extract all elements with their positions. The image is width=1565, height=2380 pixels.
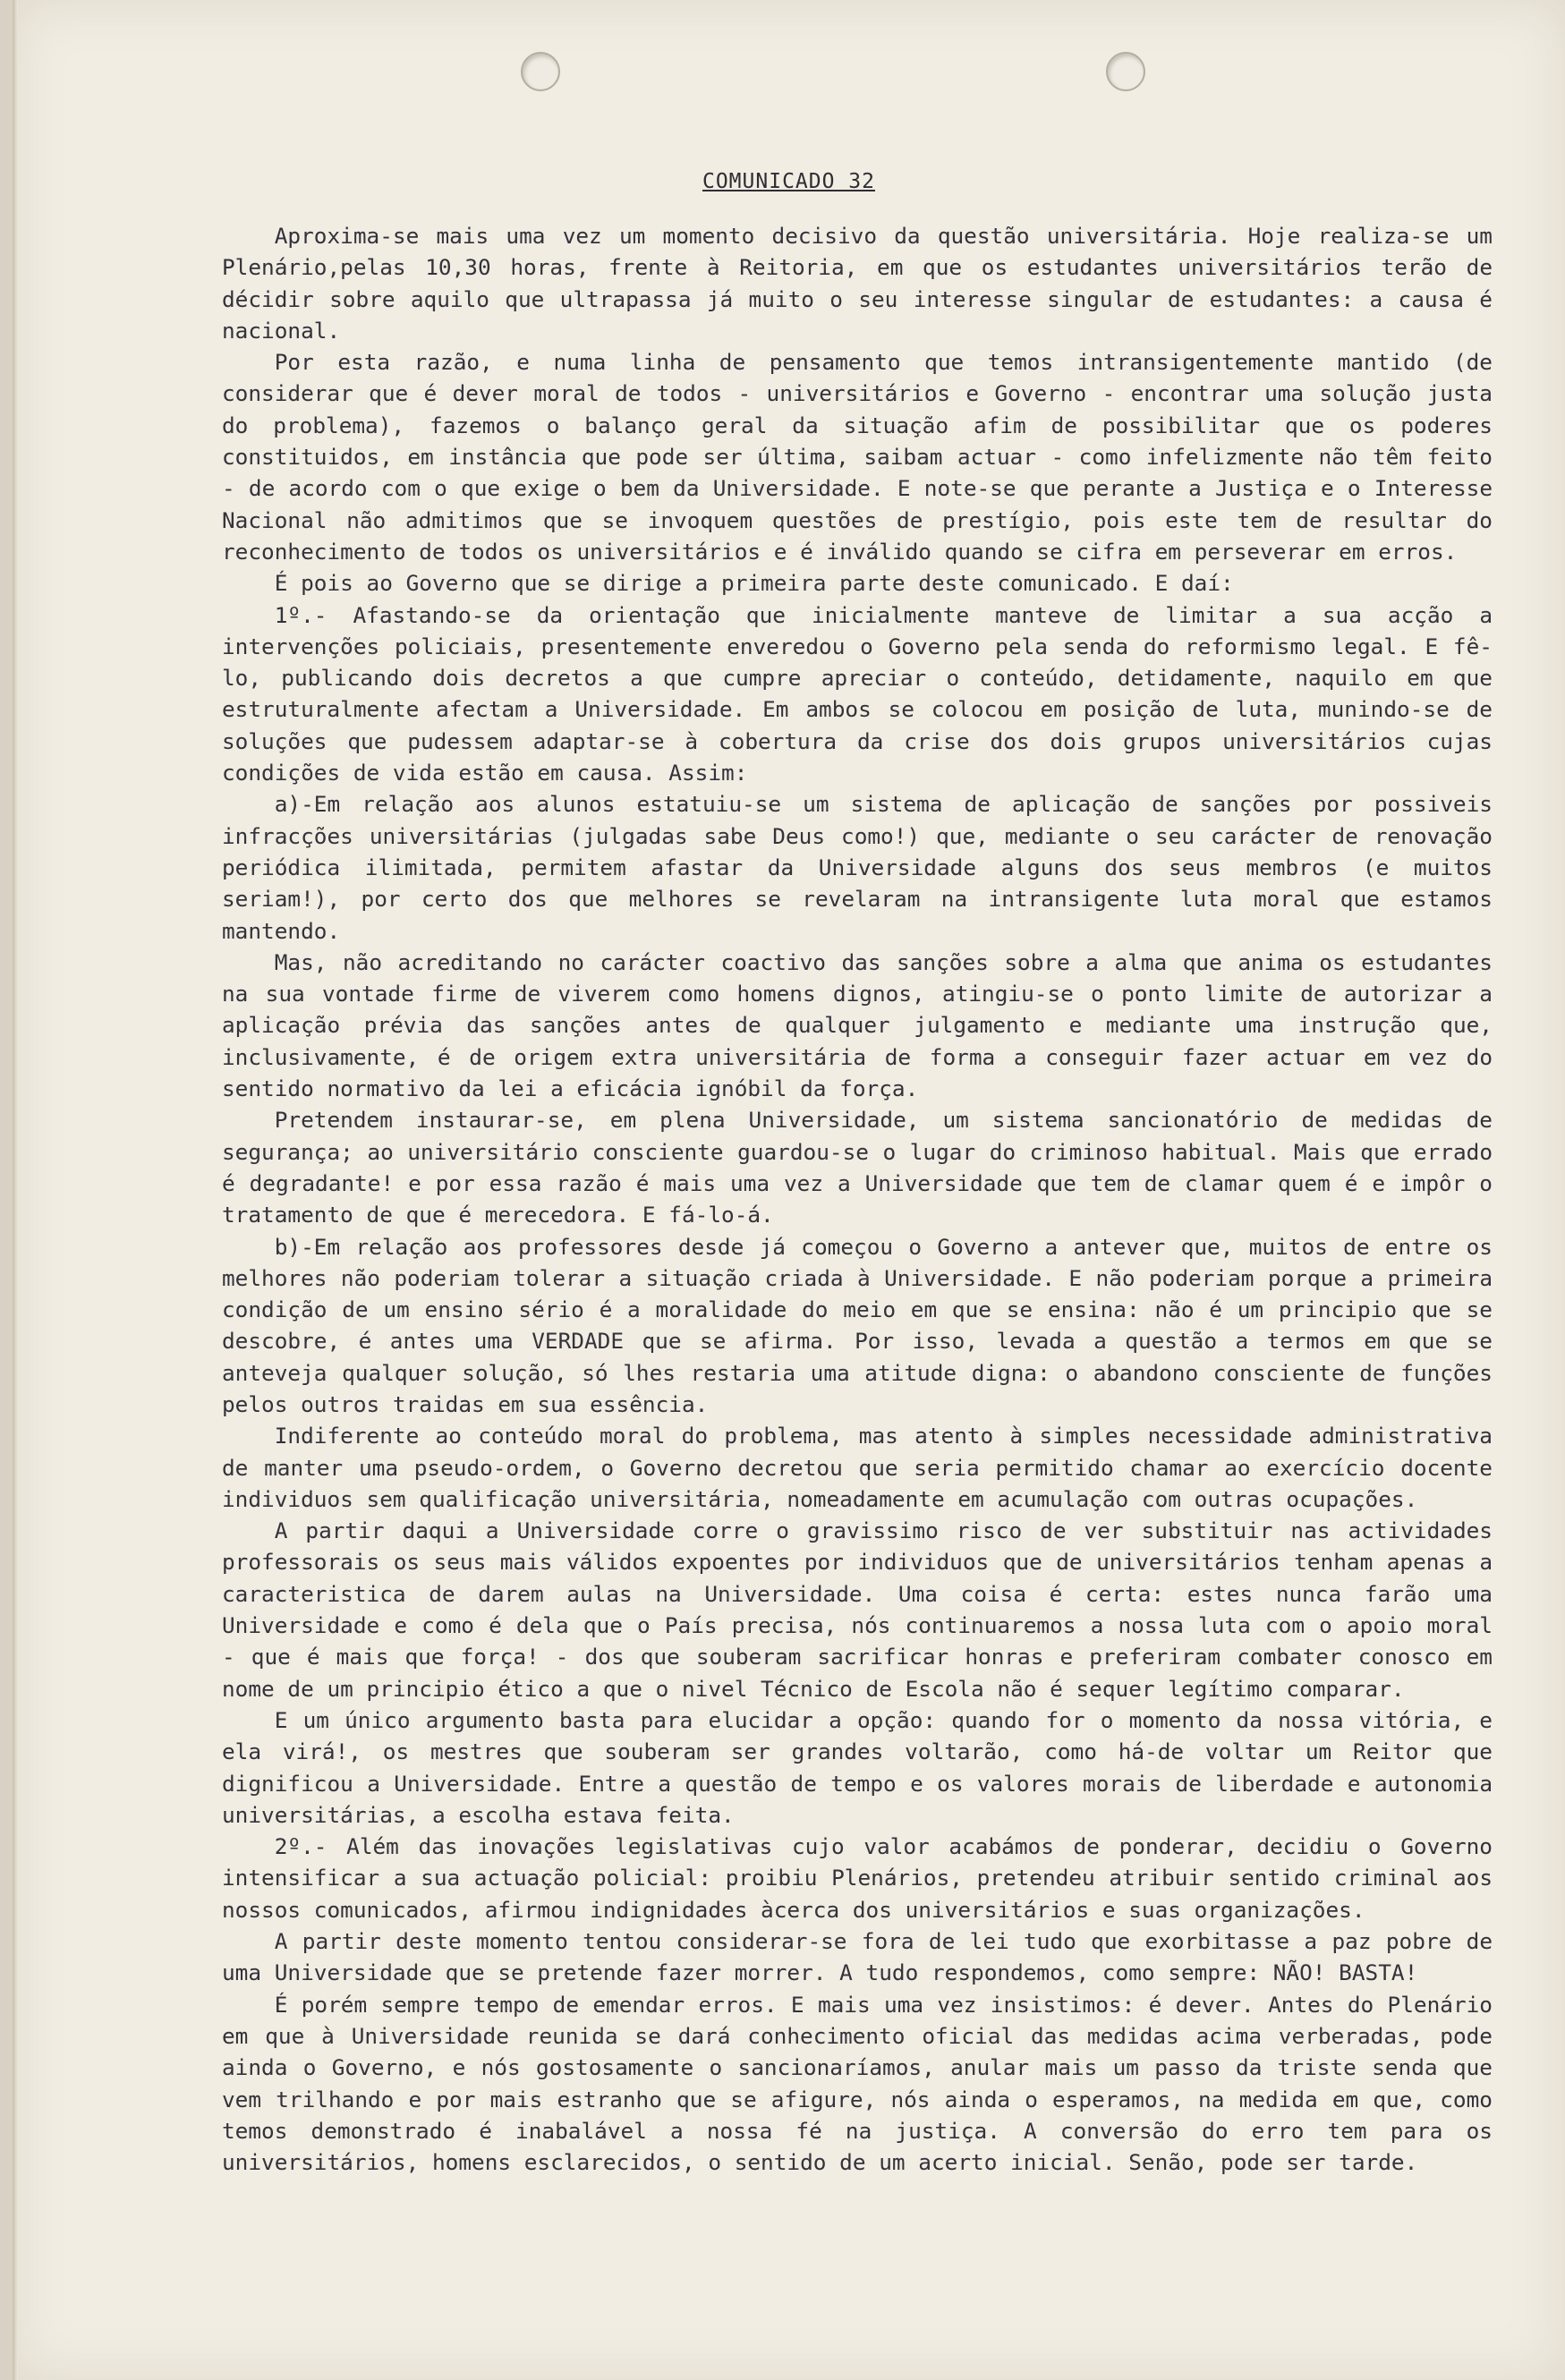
paragraph: E um único argumento basta para elucidar a opção: quando for o momento da nossa vitória, e ela virá!, os mestres que souberam ser grandes voltarão, como há-de voltar um Reitor que dignificou a Universidade. Entre a questão de tempo e os valores morais de liberdade e autonomia universitárias, a escolha estava feita. — [222, 1706, 1493, 1828]
paragraph: Por esta razão, e numa linha de pensamento que temos intransigentemente mantido (de considerar que é dever moral de todos - universitários e Governo - encontrar uma solução justa do problema), fazemos o balanço geral da situação afim de possibilitar que os poderes constituidos, em instância que pode ser última, saibam actuar - como infelizmente não têm feito - de acordo com o que exige o bem da Universidade. E note-se que perante a Justiça e o Interesse Nacional não admitimos que se invoquem questões de prestígio, pois este tem de resultar do reconhecimento de todos os universitários e é inválido quando se cifra em perseverar em erros. — [222, 349, 1493, 565]
paragraph: Mas, não acreditando no carácter coactivo das sanções sobre a alma que anima os estudantes na sua vontade firme de viverem como homens dignos, atingiu-se o ponto limite de autorizar a aplicação prévia das sanções antes de qualquer julgamento e mediante uma instrução que, inclusivamente, é de origem extra universitária de forma a conseguir fazer actuar em vez do sentido normativo da lei a eficácia ignóbil da força. — [222, 948, 1493, 1102]
punch-hole-left — [521, 52, 560, 91]
punch-hole-right — [1106, 52, 1145, 91]
paragraph: É pois ao Governo que se dirige a primeira parte deste comunicado. E daí: — [274, 570, 1234, 597]
paragraph: É porém sempre tempo de emendar erros. E mais uma vez insistimos: é dever. Antes do Plenário em que à Universidade reunida se dará conhecimento oficial das medidas acima verberadas, pode ainda o Governo, e nós gostosamente o sancionaríamos, anular mais um passo da triste senda que vem trilhando e por mais estranho que se afigure, nós ainda o esperamos, na medida em que, como temos demonstrado é inabalável a nossa fé na justiça. A conversão do erro tem para os universitários, homens esclarecidos, o sentido de um acerto inicial. Senão, pode ser tarde. — [222, 1991, 1493, 2176]
paragraph: A partir daqui a Universidade corre o gravissimo risco de ver substituir nas actividades professorais os seus mais válidos expoentes por individuos que de universitários tenham apenas a caracteristica de darem aulas na Universidade. Uma coisa é certa: estes nunca farão uma Universidade e como é dela que o País precisa, nós continuaremos a nossa luta com o apoio moral - que é mais que força! - dos que souberam sacrificar honras e preferiram combater conosco em nome de um principio ético a que o nivel Técnico de Escola não é sequer legítimo comparar. — [222, 1517, 1493, 1702]
paragraph: Indiferente ao conteúdo moral do problema, mas atento à simples necessidade administrativa de manter uma pseudo-ordem, o Governo decretou que seria permitido chamar ao exercício docente individuos sem qualificação universitária, nomeadamente em acumulação com outras ocupações. — [222, 1423, 1493, 1512]
paragraph: a)-Em relação aos alunos estatuiu-se um sistema de aplicação de sanções por possiveis infracções universitárias (julgadas sabe Deus como!) que, mediante o seu carácter de renovação periódica ilimitada, permitem afastar da Universidade alguns dos seus membros (e muitos seriam!), por certo dos que melhores se revelaram na intransigente luta moral que estamos mantendo. — [222, 791, 1493, 944]
document-body — [222, 220, 1493, 2178]
paragraph: b)-Em relação aos professores desde já começou o Governo a antever que, muitos de entre os melhores não poderiam tolerar a situação criada à Universidade. E não poderiam porque a primeira condição de um ensino sério é a moralidade do meio em que se ensina: não é um principio que se descobre, é antes uma VERDADE que se afirma. Por isso, levada a questão a termos em que se anteveja qualquer solução, só lhes restaria uma atitude digna: o abandono consciente de funções pelos outros traidas em sua essência. — [222, 1233, 1493, 1417]
paragraph: 2º.- Além das inovações legislativas cujo valor acabámos de ponderar, decidiu o Governo intensificar a sua actuação policial: proibiu Plenários, pretendeu atribuir sentido criminal aos nossos comunicados, afirmou indignidades àcerca dos universitários e suas organizações. — [222, 1833, 1493, 1923]
document-title: COMUNICADO 32 — [702, 170, 875, 193]
paragraph: Pretendem instaurar-se, em plena Universidade, um sistema sancionatório de medidas de segurança; ao universitário consciente guardou-se o lugar do criminoso habitual. Mais que errado é degradante! e por essa razão é mais uma vez a Universidade que tem de clamar quem é e impôr o tratamento de que é merecedora. E fá-lo-á. — [222, 1107, 1493, 1228]
paragraph: Aproxima-se mais uma vez um momento decisivo da questão universitária. Hoje realiza-se um Plenário,pelas 10,30 horas, frente à Reitoria, em que os estudantes universitários terão de décidir sobre aquilo que ultrapassa já muito o seu interesse singular de estudantes: a causa é nacional. — [222, 223, 1493, 344]
paragraph: A partir deste momento tentou considerar-se fora de lei tudo que exorbitasse a paz pobre de uma Universidade que se pretende fazer morrer. A tudo respondemos, como sempre: NÃO! BASTA! — [222, 1928, 1493, 1986]
document-page — [13, 0, 1565, 2380]
paragraph: 1º.- Afastando-se da orientação que inicialmente manteve de limitar a sua acção a intervenções policiais, presentemente enveredou o Governo pela senda do reformismo legal. E fê-lo, publicando dois decretos a que cumpre apreciar o conteúdo, detidamente, naquilo em que estruturalmente afectam a Universidade. Em ambos se colocou em posição de luta, munindo-se de soluções que pudessem adaptar-se à cobertura da crise dos dois grupos universitários cujas condições de vida estão em causa. Assim: — [222, 601, 1493, 786]
